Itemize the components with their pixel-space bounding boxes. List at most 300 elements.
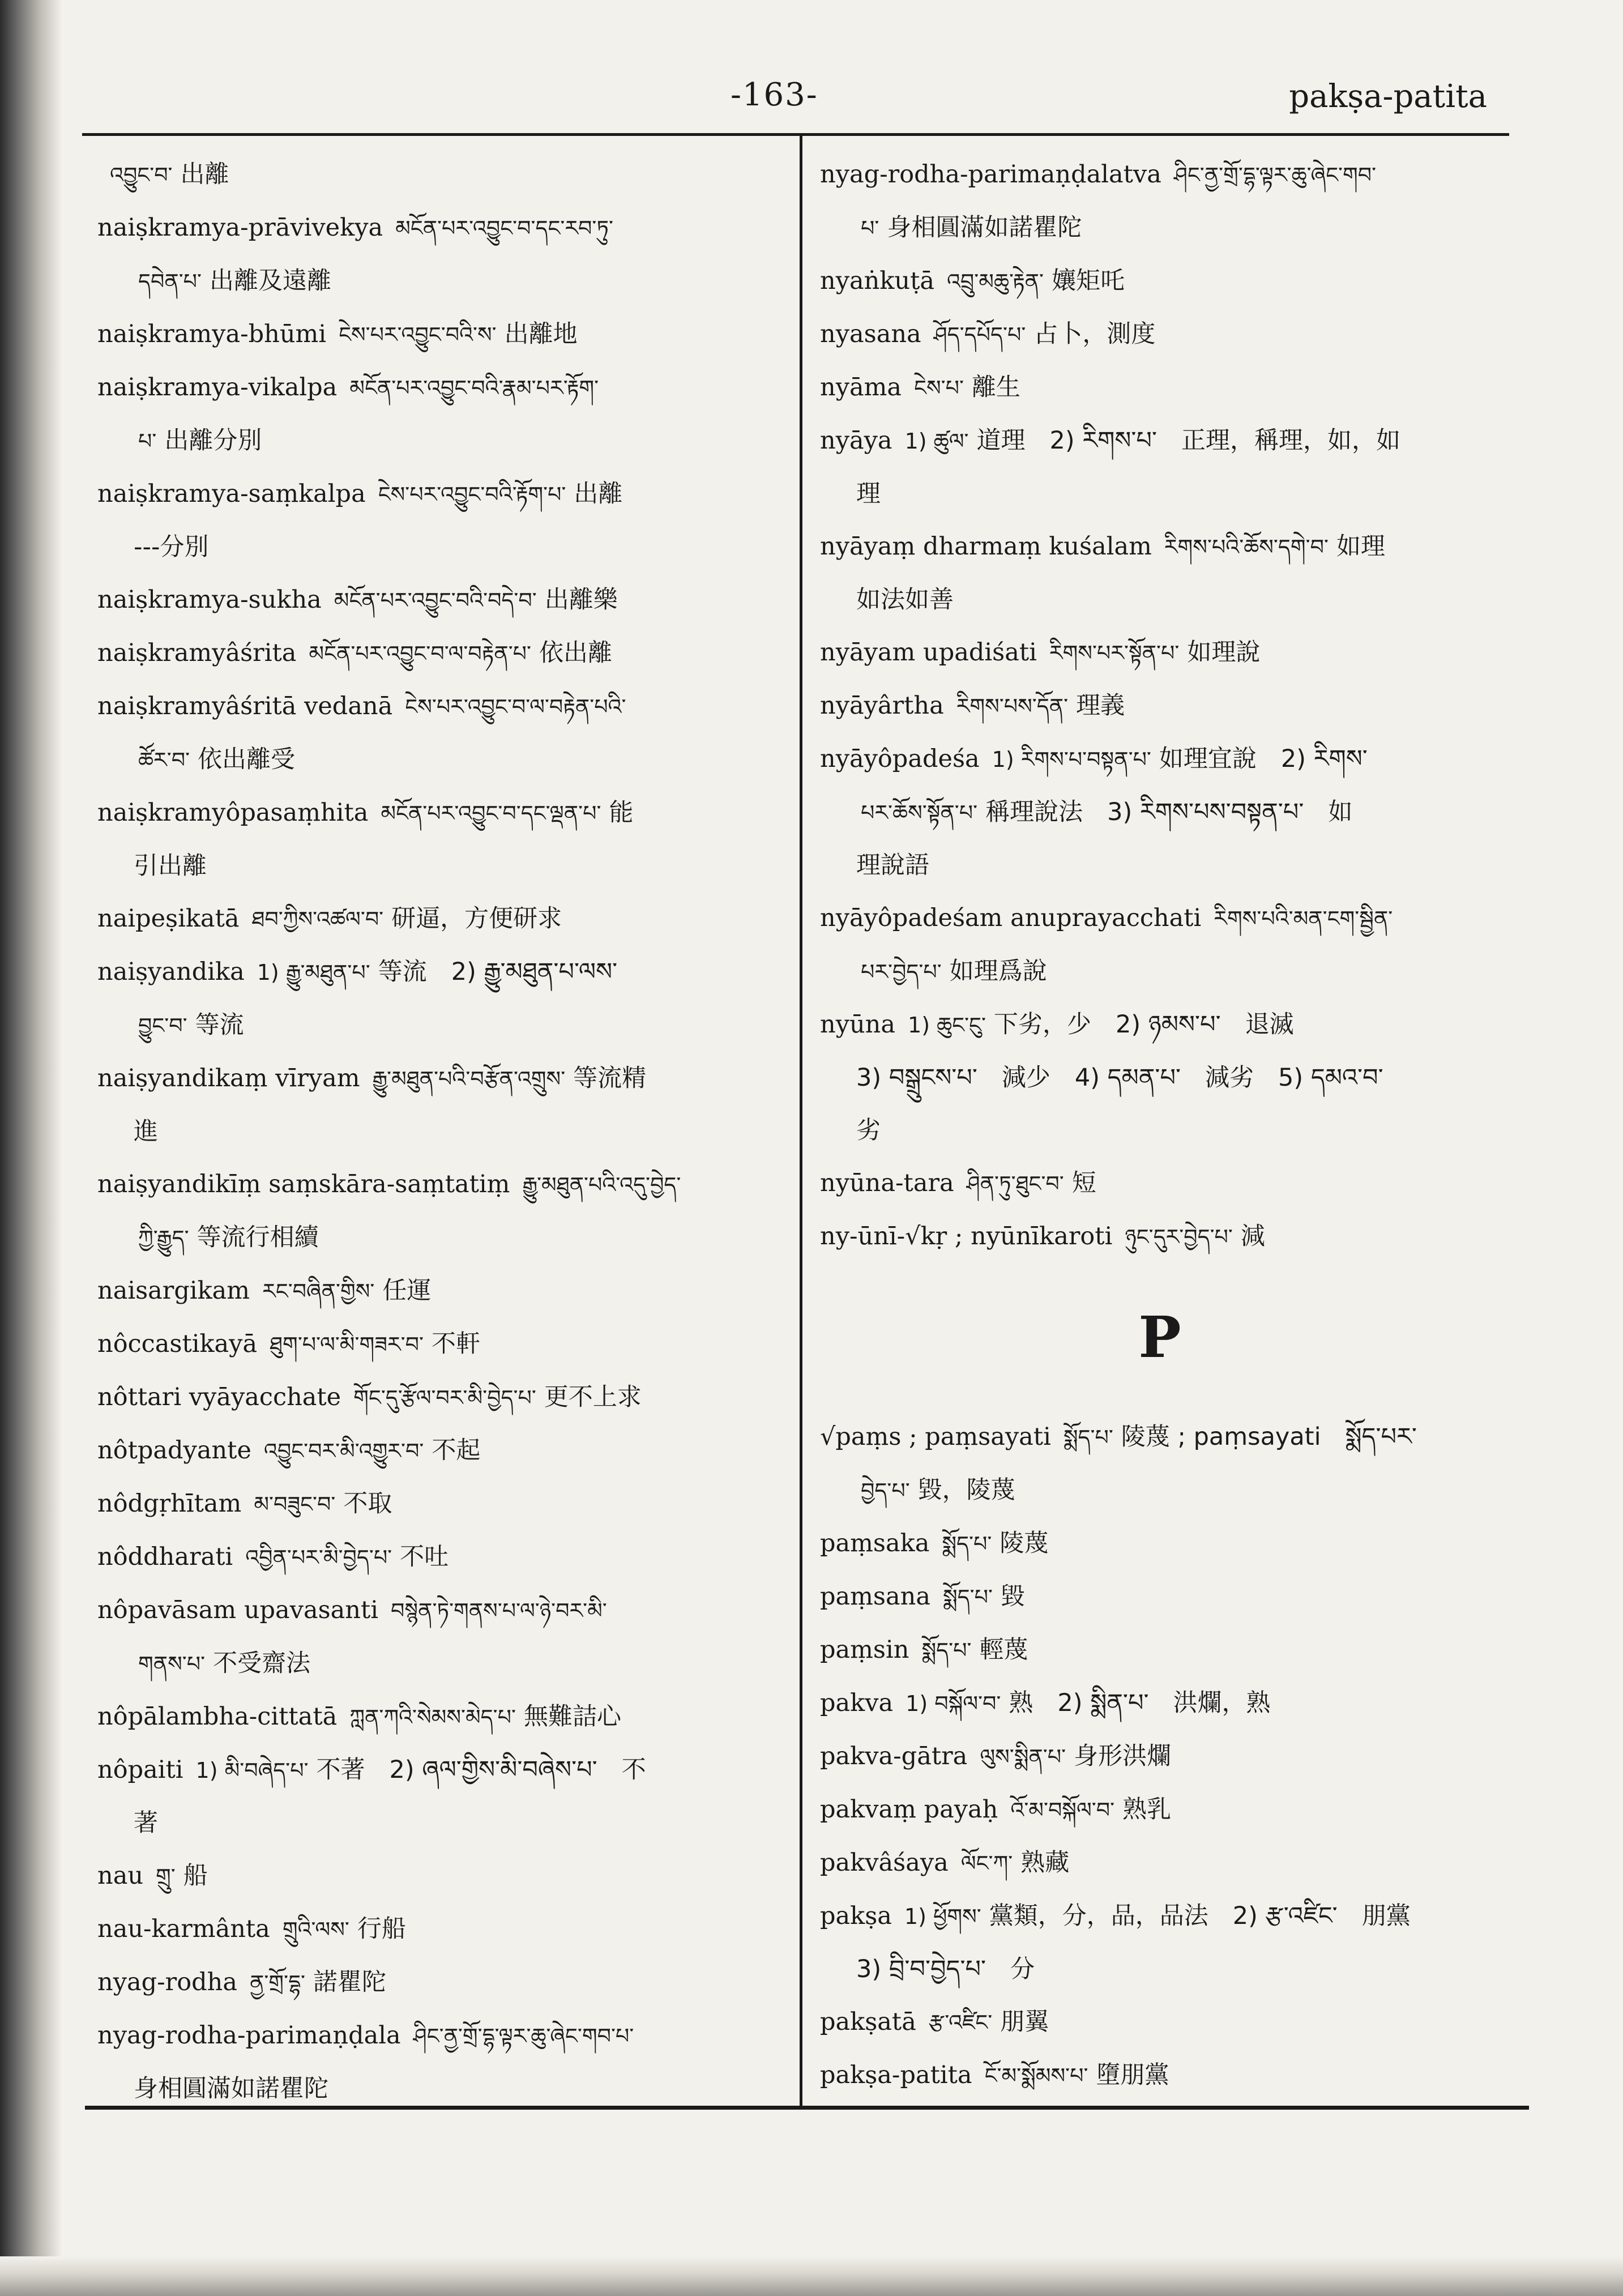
headword: naiṣkramya-vikalpa <box>97 373 338 402</box>
dictionary-entry <box>97 1265 785 1318</box>
dictionary-entry <box>820 1210 1500 1264</box>
tibetan-equivalent: འབྱུང་བ་ <box>110 163 173 187</box>
dictionary-entry <box>820 361 1500 415</box>
headword: naiṣyandikīṃ saṃskāra-saṃtatiṃ <box>97 1170 510 1198</box>
entry-line <box>97 680 785 733</box>
chinese-equivalent: 依出離受 <box>198 745 296 774</box>
tibetan-equivalent: རིགས་པའི་མན་ངག་སྦྱིན་ <box>1214 906 1393 931</box>
chinese-equivalent: 熟乳 <box>1122 1795 1172 1824</box>
entry-continuation-line <box>820 468 1500 520</box>
headword: naiṣkramyôpasaṃhita <box>97 799 369 827</box>
tibetan-equivalent: འབྱིན་པར་མི་བྱེད་པ་ <box>245 1545 392 1570</box>
chinese-equivalent: 3) བསྒྲུངས་པ་ 減少 4) དམན་པ་ 減劣 5) དམའ་བ་ <box>856 1064 1383 1092</box>
chinese-equivalent: 能 <box>609 799 634 827</box>
entry-line <box>820 1783 1500 1837</box>
dictionary-entry <box>97 1531 785 1584</box>
headword: nyūna <box>820 1010 896 1039</box>
chinese-equivalent: 孃矩吒 <box>1052 267 1125 295</box>
entry-line <box>97 1903 785 1956</box>
dictionary-entry <box>97 946 785 1052</box>
entry-line <box>820 1996 1500 2049</box>
right-column <box>820 148 1500 2102</box>
tibetan-equivalent: 1) བསྐོལ་བ་ <box>906 1691 1001 1716</box>
chinese-equivalent: 如理宜說 2) རིགས་ <box>1159 745 1368 773</box>
tibetan-equivalent: རིགས་པས་དོན་ <box>956 694 1069 719</box>
dictionary-entry <box>97 1744 785 1850</box>
chinese-equivalent: 短 <box>1071 1169 1096 1197</box>
chinese-equivalent: 如理 <box>1336 532 1385 561</box>
tibetan-equivalent: ཤིན་ཏུ་ཐུང་བ་ <box>966 1171 1064 1196</box>
chinese-equivalent: 3) བྲི་བ་བྱེད་པ་ 分 <box>856 1955 1035 1983</box>
entry-continuation-line <box>820 574 1500 626</box>
entry-line <box>97 1584 785 1637</box>
tibetan-equivalent: མངོན་པར་འབྱུང་བའི་བདེ་བ་ <box>334 588 537 613</box>
tibetan-equivalent: མངོན་པར་འབྱུང་བ་དང་རབ་ཏུ་ <box>395 216 613 241</box>
dictionary-entry <box>820 520 1500 626</box>
chinese-equivalent: 等流 2) རྒྱུ་མཐུན་པ་ལས་ <box>378 958 618 986</box>
headword: nyag-rodha-parimaṇḍala <box>97 2021 401 2050</box>
entry-line <box>820 892 1500 945</box>
chinese-equivalent: ---分別 <box>134 533 209 561</box>
chinese-equivalent: 著 <box>134 1809 158 1837</box>
chinese-equivalent: 如理爲說 <box>949 957 1047 985</box>
entry-continuation-line <box>97 1211 785 1265</box>
tibetan-equivalent: ཐབ་ཀྱིས་འཚལ་བ་ <box>251 907 384 932</box>
entry-line <box>820 626 1500 680</box>
entry-line <box>820 1624 1500 1677</box>
tibetan-equivalent: འབྲུ་མཆུ་རྟེན་ <box>946 269 1044 294</box>
chinese-equivalent: 陵蔑 ; paṃsayati སྨོད་པར་ <box>1121 1423 1417 1451</box>
entry-line <box>97 1158 785 1211</box>
entry-continuation-line <box>820 1943 1500 1996</box>
headword: nyasana <box>820 320 921 348</box>
entry-line <box>820 1730 1500 1783</box>
entry-continuation-line <box>97 840 785 893</box>
dictionary-entry <box>97 1318 785 1371</box>
chinese-equivalent: 不軒 <box>431 1330 480 1358</box>
chinese-equivalent: 研逼，方便研求 <box>391 904 562 933</box>
dictionary-entry <box>97 468 785 574</box>
headword: naiṣkramya-saṃkalpa <box>97 480 366 508</box>
chinese-equivalent: 理 <box>856 480 881 508</box>
entry-line <box>97 1744 785 1797</box>
entry-continuation-line <box>820 839 1500 892</box>
entry-continuation-line <box>820 1464 1500 1517</box>
tibetan-equivalent: པ་ <box>861 216 879 241</box>
dictionary-entry <box>820 1571 1500 1624</box>
chinese-equivalent: 出離 <box>574 480 623 508</box>
dictionary-entry <box>97 361 785 468</box>
headword: naiṣyandika <box>97 958 245 986</box>
dictionary-entry <box>97 1850 785 1903</box>
dictionary-entry <box>97 1478 785 1531</box>
entry-line <box>820 733 1500 786</box>
headword: naiṣkramyâśrita <box>97 639 297 667</box>
headword: pakva-gātra <box>820 1742 968 1770</box>
entry-line <box>97 148 785 202</box>
chinese-equivalent: 占卜，測度 <box>1033 320 1156 348</box>
entry-line <box>97 1371 785 1424</box>
dictionary-entry <box>820 733 1500 892</box>
entry-line <box>820 1571 1500 1624</box>
entry-line <box>820 1517 1500 1571</box>
headword: naiṣkramya-prāvivekya <box>97 214 383 242</box>
tibetan-equivalent: པ་ <box>138 429 157 454</box>
tibetan-equivalent: མ་བཟུང་བ་ <box>254 1492 336 1517</box>
tibetan-equivalent: ལོང་ཀ་ <box>960 1851 1013 1876</box>
dictionary-entry <box>820 1783 1500 1837</box>
entry-line <box>97 946 785 999</box>
dictionary-entry <box>97 787 785 893</box>
headword: naiṣkramya-bhūmi <box>97 320 327 348</box>
chinese-equivalent: 身形洪爛 <box>1074 1742 1172 1770</box>
headword: nyāyam upadiśati <box>820 638 1037 667</box>
tibetan-equivalent: ཤོད་དཔོད་པ་ <box>933 322 1026 347</box>
dictionary-entry <box>97 1903 785 1956</box>
chinese-equivalent: 不取 <box>343 1490 392 1518</box>
headword: nyaṅkuṭā <box>820 267 934 295</box>
tibetan-equivalent: རང་བཞིན་གྱིས་ <box>262 1279 375 1304</box>
chinese-equivalent: 等流 <box>195 1011 244 1039</box>
dictionary-entry <box>97 1956 785 2009</box>
tibetan-equivalent: འབྱུང་བར་མི་འགྱུར་བ་ <box>263 1439 424 1463</box>
tibetan-equivalent: མངོན་པར་འབྱུང་བ་ལ་བརྟེན་པ་ <box>309 641 532 666</box>
page-number: -163- <box>731 76 818 113</box>
tibetan-equivalent: རྩ་འཛིང་ <box>928 2010 993 2035</box>
chinese-equivalent: 身相圓滿如諾瞿陀 <box>887 214 1082 242</box>
chinese-equivalent: 減 <box>1240 1222 1265 1251</box>
tibetan-equivalent: མངོན་པར་འབྱུང་བ་དང་ལྡན་པ་ <box>381 801 601 826</box>
chinese-equivalent: 毀 <box>1000 1582 1025 1611</box>
dictionary-entry <box>820 1624 1500 1677</box>
entry-continuation-line <box>97 1106 785 1158</box>
dictionary-entry <box>97 1584 785 1691</box>
tibetan-equivalent: 1) ཆུང་ངུ་ <box>908 1013 986 1038</box>
dictionary-entry <box>820 415 1500 520</box>
chinese-equivalent: 稱理說法 3) རིགས་པས་བསྟན་པ་ 如 <box>985 798 1353 826</box>
dictionary-entry <box>820 626 1500 680</box>
entry-line <box>97 468 785 521</box>
headword: naiṣkramyâśritā vedanā <box>97 692 393 720</box>
headword: nôttari vyāyacchate <box>97 1383 341 1411</box>
tibetan-equivalent: རིགས་པའི་ཆོས་དགེ་བ་ <box>1164 535 1329 560</box>
entry-line <box>97 1850 785 1903</box>
headword: pakvâśaya <box>820 1849 949 1877</box>
tibetan-equivalent: 1) རིགས་པ་བསྟན་པ་ <box>992 747 1151 772</box>
chinese-equivalent: 劣 <box>856 1116 881 1145</box>
chinese-equivalent: 出離樂 <box>544 586 618 614</box>
headword: nyāyaṃ dharmaṃ kuśalam <box>820 532 1152 561</box>
tibetan-equivalent: རིགས་པར་སྟོན་པ་ <box>1049 641 1180 665</box>
chinese-equivalent: 進 <box>134 1117 158 1146</box>
entry-line <box>97 1424 785 1478</box>
tibetan-equivalent: ངེས་པར་འབྱུང་བའི་ས་ <box>339 322 497 347</box>
entry-continuation-line <box>97 1637 785 1691</box>
entry-line <box>820 520 1500 574</box>
entry-line <box>97 202 785 255</box>
dictionary-entry <box>820 1730 1500 1783</box>
entry-line <box>97 361 785 415</box>
chinese-equivalent: 朋翼 <box>1000 2008 1049 2036</box>
tibetan-equivalent: 1) མི་བཞེད་པ་ <box>195 1758 309 1783</box>
chinese-equivalent: 黨類，分，品，品法 2) རྩ་འཛིང་ 朋黨 <box>989 1902 1411 1930</box>
headword: nôpavāsam upavasanti <box>97 1596 379 1624</box>
chinese-equivalent: 諾瞿陀 <box>313 1968 387 1996</box>
tibetan-equivalent: མངོན་པར་འབྱུང་བའི་རྣམ་པར་རྟོག་ <box>349 375 599 400</box>
right-column-p-entries <box>820 1411 1500 2102</box>
headword: nôddharati <box>97 1543 233 1571</box>
entry-line <box>820 1210 1500 1264</box>
tibetan-equivalent: པར་བྱེད་པ་ <box>861 959 942 984</box>
chinese-equivalent: 等流精 <box>573 1064 647 1092</box>
headword: nyūna-tara <box>820 1169 954 1197</box>
tibetan-equivalent: གོང་དུ་རྩོལ་བར་མི་བྱེད་པ་ <box>353 1385 536 1410</box>
headword: pakṣa-patita <box>820 2061 972 2089</box>
chinese-equivalent: 無難詰心 <box>523 1702 621 1731</box>
tibetan-equivalent: སྨོད་པ་ <box>942 1585 993 1610</box>
chinese-equivalent: 理義 <box>1076 692 1125 720</box>
entry-line <box>820 308 1500 361</box>
tibetan-equivalent: ནྱ་གྲོ་དྷ་ <box>249 1970 306 1995</box>
entry-continuation-line <box>97 733 785 787</box>
headword: nau <box>97 1862 144 1890</box>
entry-line <box>97 1691 785 1744</box>
chinese-equivalent: 等流行相續 <box>197 1223 319 1252</box>
dictionary-entry <box>820 308 1500 361</box>
tibetan-equivalent: ཤིང་ནྱ་གྲོ་དྷ་ལྟར་ཆུ་ཞེང་གབ་ <box>1173 163 1377 187</box>
dictionary-entry <box>820 2049 1500 2102</box>
chinese-equivalent: 任運 <box>382 1277 432 1305</box>
tibetan-equivalent: ངེས་པར་འབྱུང་བ་ལ་བརྟེན་པའི་ <box>405 694 626 719</box>
chinese-equivalent: 離生 <box>971 373 1020 402</box>
chinese-equivalent: 不受齋法 <box>213 1649 311 1678</box>
dictionary-entry <box>820 892 1500 998</box>
entry-continuation-line <box>820 202 1500 255</box>
chinese-equivalent: 出離分別 <box>164 426 262 455</box>
tibetan-equivalent: སྨོད་པ་ <box>942 1531 992 1556</box>
chinese-equivalent: 船 <box>183 1862 208 1890</box>
headword: paṃsana <box>820 1582 930 1611</box>
entry-line <box>97 1478 785 1531</box>
chinese-equivalent: 行船 <box>357 1915 406 1943</box>
entry-line <box>97 1531 785 1584</box>
chinese-equivalent: 不起 <box>432 1436 481 1465</box>
running-head: pakṣa-patita <box>1289 78 1487 115</box>
entry-line <box>97 2009 785 2063</box>
headword: pakva <box>820 1689 894 1717</box>
tibetan-equivalent: རྒྱུ་མཐུན་པའི་བརྩོན་འགྲུས་ <box>372 1066 566 1091</box>
chinese-equivalent: 出離 <box>180 160 229 189</box>
tibetan-equivalent: 1) ཕྱོགས་ <box>904 1904 981 1929</box>
entry-line <box>97 787 785 840</box>
entry-line <box>820 255 1500 308</box>
chinese-equivalent: 更不上求 <box>544 1383 642 1411</box>
tibetan-equivalent: བྱེད་པ་ <box>861 1478 910 1503</box>
chinese-equivalent: 下劣，少 2) ཉམས་པ་ 退滅 <box>993 1010 1294 1039</box>
left-column <box>97 148 785 2115</box>
headword: nyāma <box>820 373 902 402</box>
dictionary-entry <box>97 1371 785 1424</box>
chinese-equivalent: 如理說 <box>1187 638 1261 667</box>
tibetan-equivalent: ཉུང་དུར་བྱེད་པ་ <box>1125 1224 1233 1249</box>
chinese-equivalent: 出離及遠離 <box>210 267 332 295</box>
entry-line <box>820 680 1500 733</box>
tibetan-equivalent: ངོ་མ་སྨོམས་པ་ <box>984 2063 1088 2088</box>
entry-line <box>820 361 1500 415</box>
tibetan-equivalent: ཚོར་བ་ <box>138 748 190 773</box>
dictionary-entry <box>97 1691 785 1744</box>
tibetan-equivalent: ཀླན་ཀའི་སེམས་མེད་པ་ <box>349 1705 516 1730</box>
chinese-equivalent: 輕蔑 <box>979 1636 1028 1664</box>
dictionary-entry <box>820 1890 1500 1996</box>
headword: pakvaṃ payaḥ <box>820 1795 998 1824</box>
chinese-equivalent: 引出離 <box>134 852 207 880</box>
dictionary-entry <box>97 2009 785 2115</box>
dictionary-entry <box>97 680 785 787</box>
dictionary-entry <box>820 148 1500 255</box>
dictionary-entry <box>820 1517 1500 1571</box>
dictionary-entry <box>820 1837 1500 1890</box>
chinese-equivalent: 熟藏 <box>1020 1849 1070 1877</box>
entry-line <box>97 1318 785 1371</box>
tibetan-equivalent: ཤིང་ནྱ་གྲོ་དྷ་ལྟར་ཆུ་ཞེང་གབ་པ་ <box>413 2024 634 2049</box>
chinese-equivalent: 如法如善 <box>856 586 954 614</box>
entry-line <box>97 574 785 627</box>
headword: ny-ūnī-√kṛ ; nyūnīkaroti <box>820 1222 1113 1251</box>
dictionary-entry <box>97 1158 785 1265</box>
chinese-equivalent: 理說語 <box>856 851 929 880</box>
tibetan-equivalent: སྨོད་པ་ <box>1063 1425 1113 1450</box>
chinese-equivalent: 熟 2) སྨིན་པ་ 洪爛，熟 <box>1009 1689 1271 1717</box>
headword: nyāyôpadeśa <box>820 745 980 773</box>
headword: paṃsaka <box>820 1529 930 1557</box>
headword: naiṣkramya-sukha <box>97 586 322 614</box>
entry-continuation-line <box>97 2063 785 2115</box>
tibetan-equivalent: བྱུང་བ་ <box>138 1013 187 1038</box>
dictionary-entry <box>97 893 785 946</box>
entry-continuation-line <box>820 786 1500 839</box>
dictionary-entry <box>820 1157 1500 1210</box>
entry-continuation-line <box>820 945 1500 998</box>
headword: paṃsin <box>820 1636 909 1664</box>
entry-line <box>820 1837 1500 1890</box>
headword: nôpālambha-cittatā <box>97 1702 338 1731</box>
entry-line <box>97 1956 785 2009</box>
entry-line <box>97 1052 785 1106</box>
chinese-equivalent: 不吐 <box>400 1543 449 1571</box>
tibetan-equivalent: པར་ཆོས་སྟོན་པ་ <box>861 800 978 825</box>
entry-line <box>820 415 1500 468</box>
headword: nôccastikayā <box>97 1330 258 1358</box>
entry-line <box>97 627 785 680</box>
column-divider <box>800 135 802 2106</box>
header-rule <box>82 133 1509 136</box>
chinese-equivalent: 出離地 <box>504 320 578 348</box>
scan-shadow-bottom <box>0 2256 1623 2296</box>
chinese-equivalent: 不著 2) ཞལ་གྱིས་མི་བཞེས་པ་ 不 <box>316 1756 646 1784</box>
headword: nyāya <box>820 426 892 455</box>
tibetan-equivalent: 1) ཚུལ་ <box>904 429 969 454</box>
headword: nôpaiti <box>97 1756 183 1784</box>
dictionary-entry <box>820 255 1500 308</box>
entry-line <box>820 148 1500 202</box>
entry-line <box>820 2049 1500 2102</box>
entry-line <box>820 1677 1500 1730</box>
entry-continuation-line <box>97 415 785 468</box>
entry-continuation-line <box>97 1797 785 1850</box>
entry-line <box>820 998 1500 1052</box>
chinese-equivalent: 陵蔑 <box>1000 1529 1049 1557</box>
entry-line <box>820 1890 1500 1943</box>
headword: √paṃs ; paṃsayati <box>820 1423 1051 1451</box>
entry-line <box>820 1157 1500 1210</box>
entry-continuation-line <box>97 255 785 308</box>
tibetan-equivalent: 1) རྒྱུ་མཐུན་པ་ <box>257 960 370 985</box>
tibetan-equivalent: རྒྱུ་མཐུན་པའི་འདུ་བྱེད་ <box>522 1172 681 1197</box>
tibetan-equivalent: འོ་མ་བསྐོལ་བ་ <box>1010 1798 1115 1823</box>
dictionary-entry <box>820 998 1500 1157</box>
tibetan-equivalent: ངེས་པར་འབྱུང་བའི་རྟོག་པ་ <box>378 482 566 507</box>
headword: nau-karmânta <box>97 1915 270 1943</box>
tibetan-equivalent: དབེན་པ་ <box>138 269 202 294</box>
headword: nyāyôpadeśam anuprayacchati <box>820 904 1202 932</box>
dictionary-entry <box>97 574 785 627</box>
entry-continuation-line <box>97 999 785 1052</box>
entry-line <box>97 308 785 361</box>
headword: nyag-rodha <box>97 1968 237 1996</box>
headword: pakṣatā <box>820 2008 916 2036</box>
headword: naipeṣikatā <box>97 904 240 933</box>
entry-line <box>97 893 785 946</box>
dictionary-entry <box>97 308 785 361</box>
entry-continuation-line <box>97 521 785 574</box>
headword: nôdgṛhītam <box>97 1490 242 1518</box>
entry-line <box>820 1411 1500 1464</box>
dictionary-entry <box>97 1052 785 1158</box>
right-column-n-entries <box>820 148 1500 1264</box>
dictionary-entry <box>97 148 785 202</box>
entry-line <box>97 1265 785 1318</box>
entry-continuation-line <box>820 1104 1500 1157</box>
tibetan-equivalent: གནས་པ་ <box>138 1651 206 1676</box>
chinese-equivalent: 毀，陵蔑 <box>917 1476 1015 1504</box>
dictionary-entry <box>820 1677 1500 1730</box>
dictionary-entry <box>820 680 1500 733</box>
headword: naisargikam <box>97 1277 250 1305</box>
tibetan-equivalent: ངེས་པ་ <box>914 375 964 400</box>
entry-continuation-line <box>820 1052 1500 1104</box>
tibetan-equivalent: གྲུ་ <box>156 1864 176 1889</box>
headword: nyag-rodha-parimaṇḍalatva <box>820 160 1161 189</box>
dictionary-entry <box>97 627 785 680</box>
chinese-equivalent: 墮朋黨 <box>1096 2061 1169 2089</box>
scan-shadow-left <box>0 0 62 2296</box>
chinese-equivalent: 道理 2) རིགས་པ་ 正理，稱理，如，如 <box>976 426 1401 455</box>
headword: naiṣyandikaṃ vīryam <box>97 1064 360 1092</box>
tibetan-equivalent: གྲུའི་ལས་ <box>282 1917 349 1942</box>
dictionary-entry <box>820 1996 1500 2049</box>
tibetan-equivalent: བསྙེན་ཏེ་གནས་པ་ལ་ཉེ་བར་མི་ <box>391 1598 607 1623</box>
dictionary-entry <box>820 1411 1500 1517</box>
chinese-equivalent: 身相圓滿如諾瞿陀 <box>134 2075 328 2103</box>
headword: nôtpadyante <box>97 1436 251 1465</box>
tibetan-equivalent: ཀྱི་རྒྱུད་ <box>138 1226 189 1251</box>
tibetan-equivalent: སྨོད་པ་ <box>921 1638 972 1663</box>
dictionary-entry <box>97 1424 785 1478</box>
tibetan-equivalent: ལུས་སྨིན་པ་ <box>980 1744 1066 1769</box>
chinese-equivalent: 依出離 <box>539 639 613 667</box>
dictionary-entry <box>97 202 785 308</box>
